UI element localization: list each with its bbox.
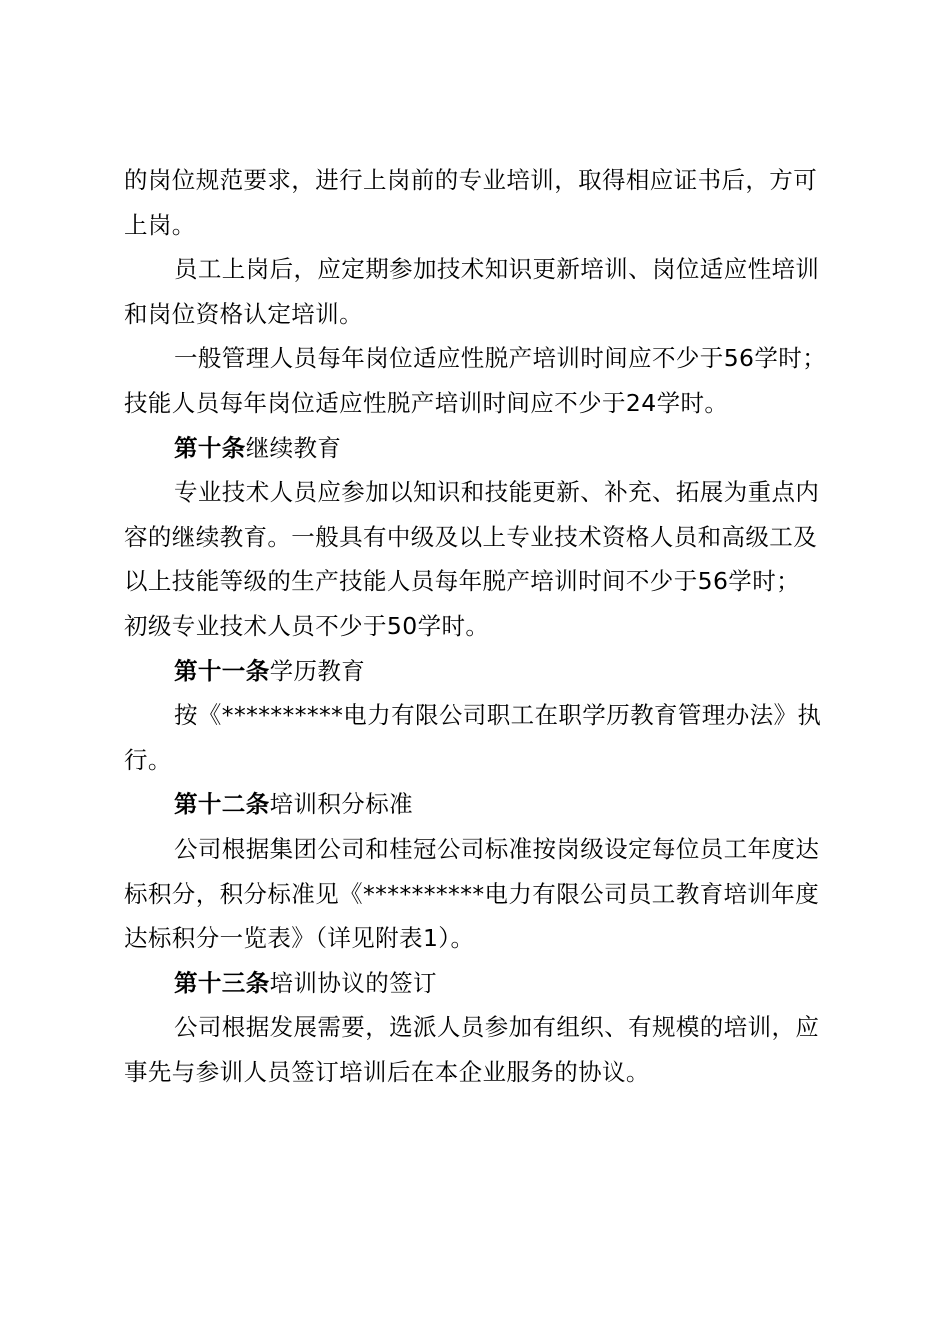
paragraph-line: 员工上岗后，应定期参加技术知识更新培训、岗位适应性培训 [174, 255, 820, 284]
article-10-heading [124, 426, 836, 471]
article-11-title: 学历教育 [269, 656, 366, 685]
article-11-body [124, 693, 836, 782]
article-10-label: 第十条 [174, 433, 246, 462]
paragraph-line: 上岗。 [124, 210, 196, 239]
heading-line [124, 782, 836, 827]
paragraph-line: 以上技能等级的生产技能人员每年脱产培训时间不少于56学时； [124, 567, 801, 596]
paragraph-line: 事先与参训人员签订培训后在本企业服务的协议。 [124, 1057, 650, 1086]
article-11-label: 第十一条 [174, 656, 270, 685]
paragraph-line: 和岗位资格认定培训。 [124, 299, 363, 328]
paragraph-line: 的岗位规范要求，进行上岗前的专业培训，取得相应证书后，方可 [124, 166, 818, 194]
paragraph-line: 初级专业技术人员不少于50学时。 [124, 611, 490, 640]
heading-line [124, 649, 836, 694]
heading-line [124, 961, 836, 1006]
document-body [124, 158, 836, 1094]
paragraph-line: 一般管理人员每年岗位适应性脱产培训时间应不少于56学时； [174, 344, 827, 373]
paragraph-periodic-training [124, 247, 836, 336]
paragraph-line: 容的继续教育。一般具有中级及以上专业技术资格人员和高级工及 [124, 522, 818, 551]
article-12-title: 培训积分标准 [269, 790, 414, 819]
paragraph-line: 专业技术人员应参加以知识和技能更新、补充、拓展为重点内 [174, 478, 820, 507]
article-10-body [124, 470, 836, 648]
paragraph-line: 技能人员每年岗位适应性脱产培训时间应不少于24学时。 [124, 388, 729, 417]
article-12-heading [124, 782, 836, 827]
paragraph-training-hours [124, 336, 836, 425]
article-12-label: 第十二条 [174, 790, 270, 819]
article-13-heading [124, 961, 836, 1006]
article-13-label: 第十三条 [174, 968, 270, 997]
article-10-title: 继续教育 [245, 433, 342, 462]
paragraph-line: 标积分，积分标准见《**********电力有限公司员工教育培训年度 [124, 879, 820, 908]
paragraph-job-requirements [124, 158, 836, 247]
paragraph-line: 公司根据集团公司和桂冠公司标准按岗级设定每位员工年度达 [174, 834, 820, 863]
heading-line [124, 426, 836, 471]
article-11-heading [124, 649, 836, 694]
paragraph-line: 按《**********电力有限公司职工在职学历教育管理办法》执 [174, 701, 822, 730]
paragraph-line: 行。 [124, 745, 172, 774]
paragraph-line: 达标积分一览表》（详见附表1）。 [124, 924, 475, 953]
article-13-title: 培训协议的签订 [269, 968, 437, 997]
article-13-body [124, 1005, 836, 1094]
article-12-body [124, 827, 836, 961]
paragraph-line: 公司根据发展需要，选派人员参加有组织、有规模的培训，应 [174, 1013, 820, 1042]
